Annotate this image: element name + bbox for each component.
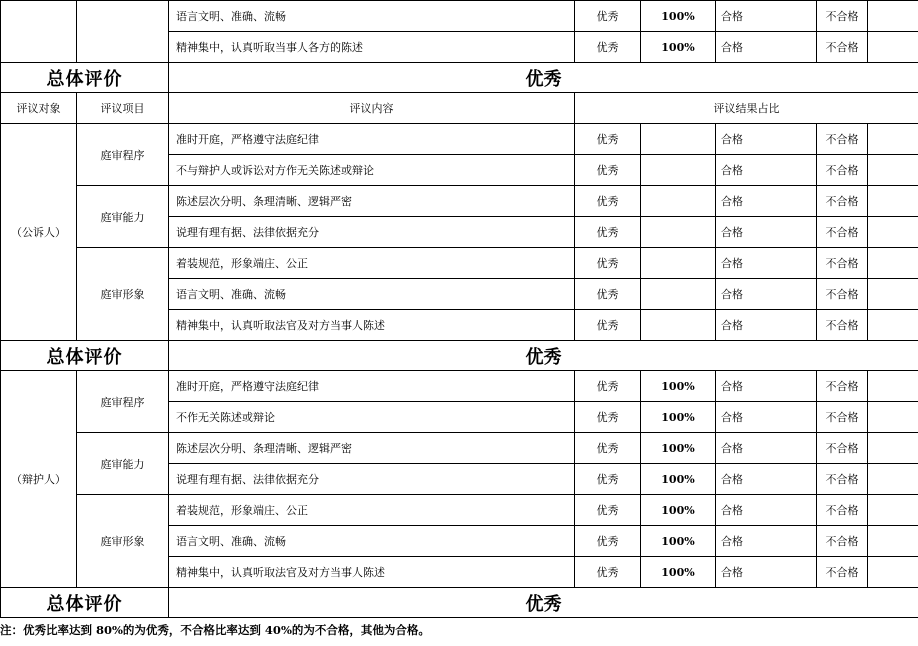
qualified-cell: 合格 [716,186,817,217]
unqualified-cell: 不合格 [817,124,868,155]
excellent-cell: 优秀 [575,371,641,402]
unqualified-pct-cell [868,124,918,155]
unqualified-pct-cell [868,526,918,557]
unqualified-pct-cell [868,1,918,32]
excellent-pct-cell: 100% [641,464,716,495]
excellent-cell: 优秀 [575,248,641,279]
unqualified-cell [817,1,868,32]
qualified-cell: 合格 [716,433,817,464]
excellent-pct-cell: 100% [641,1,716,32]
unqualified-cell [817,32,868,63]
item-cell: 庭审能力 [77,433,169,495]
overall-value: 优秀 [169,63,918,93]
qualified-cell: 合格 [716,217,817,248]
excellent-pct-cell: 100% [641,495,716,526]
unqualified-label: 不合格 [825,41,859,54]
unqualified-pct-cell [868,248,918,279]
unqualified-pct-cell [868,155,918,186]
qualified-label: 合格 [721,10,743,23]
excellent-pct-cell: 100% [641,526,716,557]
overall-label: 总体评价 [1,341,169,371]
overall-row-top [1,63,918,93]
content-cell: 说理有理有据、法律依据充分 [169,217,575,248]
unqualified-pct-cell [868,279,918,310]
object-cell: （辩护人） [1,371,77,588]
unqualified-cell: 不合格 [817,248,868,279]
object-cell: （公诉人） [1,124,77,341]
overall-value: 优秀 [169,341,918,371]
unqualified-pct-cell [868,495,918,526]
excellent-cell: 优秀 [575,402,641,433]
overall-row [1,341,918,371]
object-cell-top [1,1,77,63]
unqualified-cell: 不合格 [817,310,868,341]
unqualified-pct-cell [868,433,918,464]
qualified-cell: 合格 [716,248,817,279]
table-row [1,124,918,155]
excellent-cell: 优秀 [575,1,641,32]
excellent-cell: 优秀 [575,557,641,588]
excellent-pct-cell [641,186,716,217]
header-row [1,93,918,124]
unqualified-pct-cell [868,186,918,217]
header-result-ratio: 评议结果占比 [575,93,918,124]
excellent-pct-cell: 100% [641,32,716,63]
content-cell: 精神集中，认真听取法官及对方当事人陈述 [169,310,575,341]
excellent-cell: 优秀 [575,279,641,310]
table-row [1,248,918,279]
header-content: 评议内容 [169,93,575,124]
excellent-pct-cell: 100% [641,557,716,588]
content-cell: 着装规范，形象端庄、公正 [169,495,575,526]
unqualified-cell: 不合格 [817,279,868,310]
qualified-cell: 合格 [716,557,817,588]
excellent-pct-cell [641,248,716,279]
qualified-cell: 合格 [716,310,817,341]
item-cell: 庭审程序 [77,371,169,433]
unqualified-cell: 不合格 [817,402,868,433]
unqualified-cell: 不合格 [817,186,868,217]
qualified-cell: 合格 [716,155,817,186]
excellent-pct-cell [641,279,716,310]
content-cell: 准时开庭，严格遵守法庭纪律 [169,124,575,155]
item-cell: 庭审形象 [77,495,169,588]
unqualified-cell: 不合格 [817,155,868,186]
footnote: 注：优秀比率达到 80%的为优秀，不合格比率达到 40%的为不合格，其他为合格。 [0,623,430,637]
excellent-cell: 优秀 [575,526,641,557]
table-row [1,433,918,464]
table-row [1,371,918,402]
item-cell-top [77,1,169,63]
excellent-cell: 优秀 [575,32,641,63]
header-object: 评议对象 [1,93,77,124]
excellent-pct-cell: 100% [641,371,716,402]
qualified-label: 合格 [721,41,743,54]
unqualified-cell: 不合格 [817,371,868,402]
unqualified-cell: 不合格 [817,557,868,588]
overall-value: 优秀 [169,588,918,618]
content-cell: 准时开庭，严格遵守法庭纪律 [169,371,575,402]
unqualified-label: 不合格 [825,10,859,23]
excellent-pct-cell [641,124,716,155]
overall-label: 总体评价 [1,63,169,93]
qualified-cell: 合格 [716,279,817,310]
qualified-cell: 合格 [716,464,817,495]
header-item: 评议项目 [77,93,169,124]
content-cell: 语言文明、准确、流畅 [169,279,575,310]
qualified-cell [716,1,817,32]
content-cell: 语言文明、准确、流畅 [169,526,575,557]
table-row [1,1,918,32]
unqualified-cell: 不合格 [817,464,868,495]
excellent-pct-cell: 100% [641,402,716,433]
table-row [1,495,918,526]
unqualified-cell: 不合格 [817,433,868,464]
qualified-cell [716,32,817,63]
content-cell: 陈述层次分明、条理清晰、逻辑严密 [169,433,575,464]
excellent-pct-cell [641,155,716,186]
excellent-cell: 优秀 [575,155,641,186]
unqualified-pct-cell [868,310,918,341]
unqualified-pct-cell [868,217,918,248]
qualified-cell: 合格 [716,124,817,155]
excellent-cell: 优秀 [575,186,641,217]
qualified-cell: 合格 [716,371,817,402]
evaluation-table-body [1,1,918,618]
qualified-cell: 合格 [716,526,817,557]
item-cell: 庭审能力 [77,186,169,248]
excellent-pct-cell [641,310,716,341]
qualified-cell: 合格 [716,402,817,433]
qualified-cell: 合格 [716,495,817,526]
content-cell: 不与辩护人或诉讼对方作无关陈述或辩论 [169,155,575,186]
content-cell: 着装规范，形象端庄、公正 [169,248,575,279]
excellent-cell: 优秀 [575,433,641,464]
content-cell: 精神集中，认真听取当事人各方的陈述 [169,32,575,63]
unqualified-cell: 不合格 [817,526,868,557]
unqualified-cell: 不合格 [817,495,868,526]
unqualified-pct-cell [868,464,918,495]
excellent-cell: 优秀 [575,464,641,495]
excellent-cell: 优秀 [575,310,641,341]
unqualified-pct-cell [868,371,918,402]
excellent-pct-cell: 100% [641,433,716,464]
item-cell: 庭审形象 [77,248,169,341]
overall-row [1,588,918,618]
excellent-cell: 优秀 [575,217,641,248]
content-cell: 精神集中，认真听取法官及对方当事人陈述 [169,557,575,588]
unqualified-pct-cell [868,32,918,63]
content-cell: 不作无关陈述或辩论 [169,402,575,433]
excellent-pct-cell [641,217,716,248]
item-cell: 庭审程序 [77,124,169,186]
table-row [1,186,918,217]
content-cell: 语言文明、准确、流畅 [169,1,575,32]
content-cell: 说理有理有据、法律依据充分 [169,464,575,495]
excellent-cell: 优秀 [575,124,641,155]
excellent-cell: 优秀 [575,495,641,526]
unqualified-cell: 不合格 [817,217,868,248]
unqualified-pct-cell [868,402,918,433]
unqualified-pct-cell [868,557,918,588]
overall-label: 总体评价 [1,588,169,618]
content-cell: 陈述层次分明、条理清晰、逻辑严密 [169,186,575,217]
